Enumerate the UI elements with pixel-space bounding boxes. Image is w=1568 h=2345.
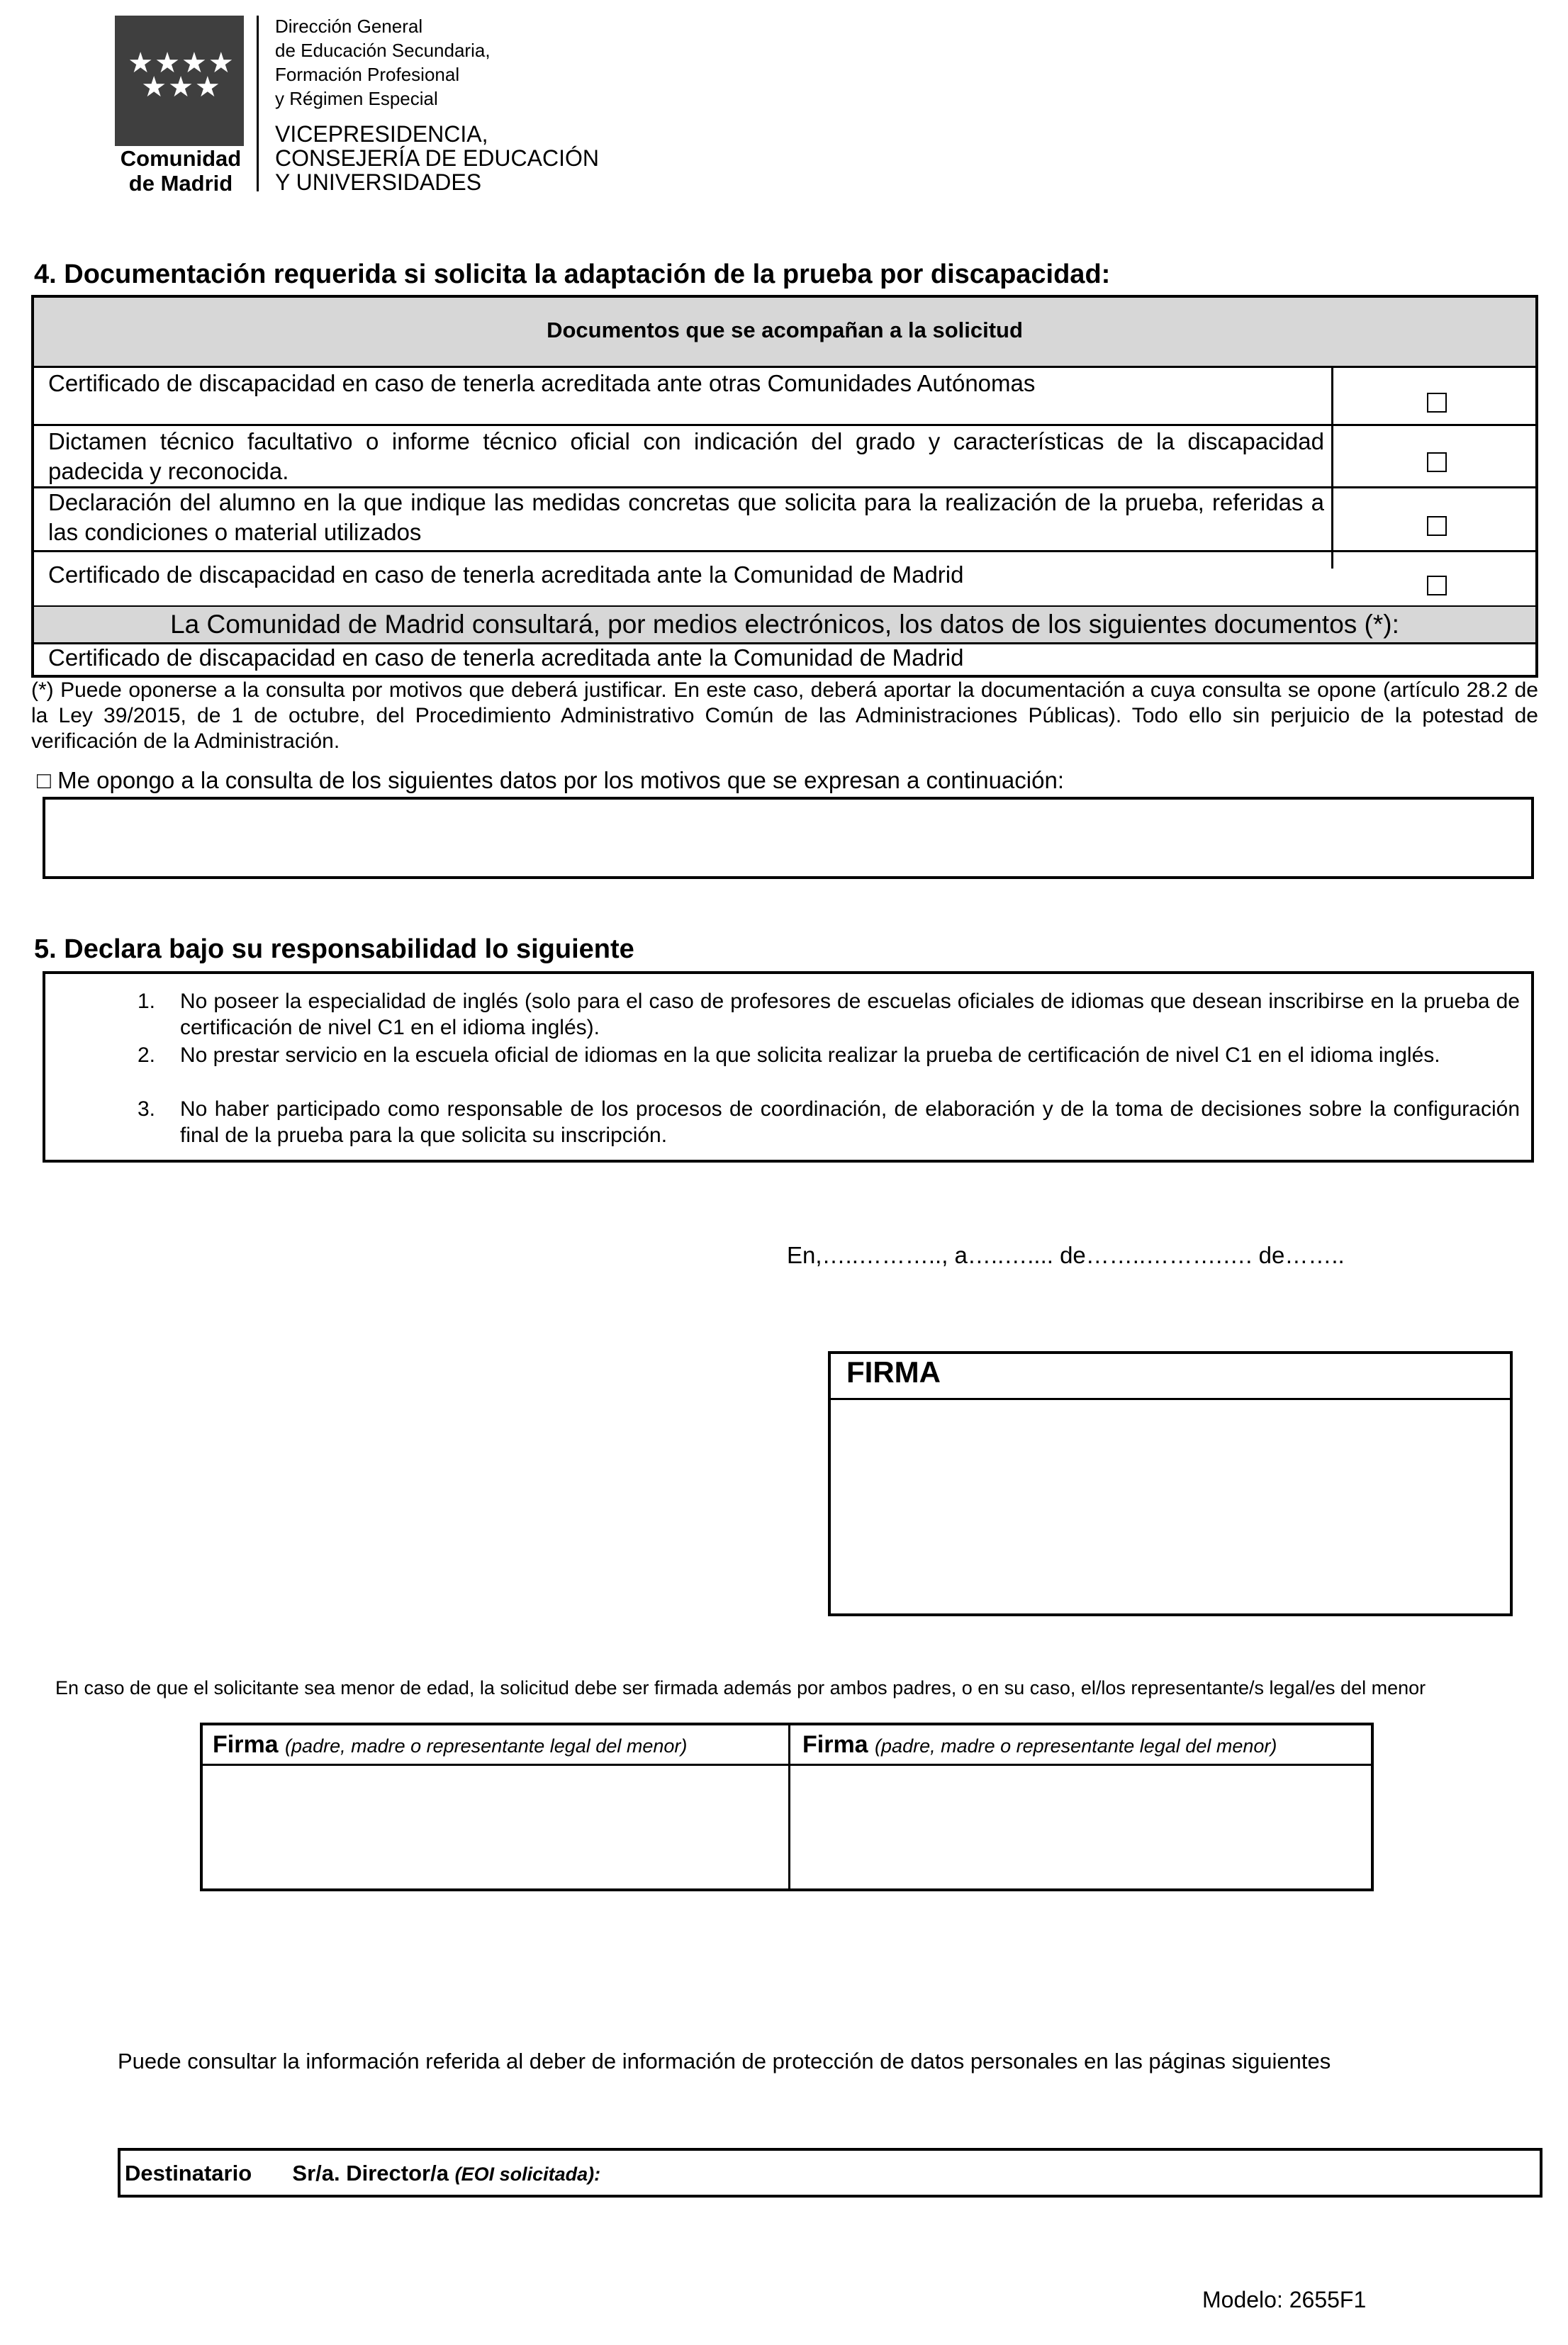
consult-header: La Comunidad de Madrid consultará, por medios electrónicos, los datos de los siguientes documentos (*): [170,610,1399,639]
logo-name-line1: Comunidad [120,146,242,171]
dg-line: y Régimen Especial [275,88,438,109]
data-protection-note: Puede consultar la información referida al deber de información de protección de datos personales en las páginas siguientes [118,2049,1331,2073]
document-2-checkbox[interactable] [1427,452,1447,472]
document-1-checkbox[interactable] [1427,393,1447,413]
parent-signature-2-label [802,1731,1277,1759]
document-row-4: Certificado de discapacidad en caso de tenerla acreditada ante la Comunidad de Madrid [48,561,964,588]
row-divider [34,424,1535,426]
row-divider [34,550,1535,552]
documents-table [31,295,1538,678]
vice-title [275,122,599,194]
parent-label-sub: (padre, madre o representante legal del menor) [285,1735,688,1757]
parents-signature-table [200,1723,1374,1891]
recipient-sub: (EOI solicitada): [454,2164,601,2185]
parent-label-text: Firma [213,1731,279,1758]
vice-line: VICEPRESIDENCIA, [275,121,488,147]
header-divider [257,16,259,191]
recipient-box[interactable] [118,2148,1542,2198]
recipient-label: Destinatario [125,2161,252,2186]
row-divider [34,366,1535,368]
parent-label-sub: (padre, madre o representante legal del menor) [875,1735,1277,1757]
document-row-1: Certificado de discapacidad en caso de tenerla acreditada ante otras Comunidades Autónomas [48,370,1036,396]
document-row-3: Declaración del alumno en la que indique las medidas concretas que solicita para la realización de la prueba, referidas a las condiciones o material utilizados [48,489,1324,545]
section5-title: 5. Declara bajo su responsabilidad lo siguiente [34,934,634,964]
document-3-checkbox[interactable] [1427,516,1447,536]
signature-divider [831,1398,1510,1400]
declaration-number: 2. [138,1043,156,1067]
declaration-number: 3. [138,1097,156,1121]
table-header: Documentos que se acompañan a la solicitud [547,318,1023,342]
declaration-number: 1. [138,990,156,1013]
parent-signature-1-field[interactable] [203,1767,788,1891]
parent-signature-1-label [213,1731,687,1759]
declaration-item: No haber participado como responsable de los procesos de coordinación, de elaboración y de la toma de decisiones sobre la configuración final de la prueba para la que solicita su inscripción. [180,1097,1520,1147]
oppose-reasons-field[interactable] [43,797,1534,879]
dg-line: Dirección General [275,16,423,37]
consult-item: Certificado de discapacidad en caso de tenerla acreditada ante la Comunidad de Madrid [48,644,964,671]
declaration-box [43,971,1534,1163]
recipient-value: Sr/a. Director/a [292,2161,449,2186]
declaration-item: No poseer la especialidad de inglés (solo para el caso de profesores de escuelas oficiales de idiomas que desean inscribirse en la prueba de certificación de nivel C1 en el idioma inglés). [180,990,1520,1039]
parents-header-divider [203,1764,1371,1766]
parent-label-text: Firma [802,1731,868,1758]
checkbox-column-divider [1331,366,1333,569]
vice-line: CONSEJERÍA DE EDUCACIÓN [275,145,599,171]
recipient-text [125,2161,600,2186]
dg-title [275,14,491,111]
signature-box[interactable] [828,1351,1513,1616]
oppose-option[interactable]: □ Me opongo a la consulta de los siguientes datos por los motivos que se expresan a continuación: [37,767,1064,793]
dg-line: Formación Profesional [275,64,460,85]
place-date-line[interactable]: En,…..……….., a…..….... de……..……….…. de…….. [787,1242,1345,1268]
vice-line: Y UNIVERSIDADES [275,169,482,195]
dg-line: de Educación Secundaria, [275,40,491,61]
parents-divider [788,1725,790,1888]
section4-title: 4. Documentación requerida si solicita la adaptación de la prueba por discapacidad: [34,259,1111,289]
opposition-note: (*) Puede oponerse a la consulta por motivos que deberá justificar. En este caso, deberá aportar la documentación a cuya consulta se opone (artículo 28.2 de la Ley 39/2015, de 1 de octubre, del Procedimiento Administrativo Común de las Administraciones Públicas). Todo ello sin perjuicio de la potestad de verificación de la Administración. [31,678,1538,753]
signature-label: FIRMA [846,1355,941,1389]
parent-signature-2-field[interactable] [791,1767,1374,1891]
logo-name-line2: de Madrid [128,171,233,196]
logo-name [113,146,248,196]
document-row-2: Dictamen técnico facultativo o informe técnico oficial con indicación del grado y características de la discapacidad padecida y reconocida. [48,428,1324,484]
document-4-checkbox[interactable] [1427,576,1447,595]
logo-stars-icon: ★★★★ ★★★ [128,47,235,103]
model-number: Modelo: 2655F1 [1202,2287,1367,2312]
declaration-item: No prestar servicio en la escuela oficial de idiomas en la que solicita realizar la prueba de certificación de nivel C1 en el idioma inglés. [180,1043,1440,1067]
minor-note: En caso de que el solicitante sea menor de edad, la solicitud debe ser firmada además por ambos padres, o en su caso, el/los representante/s legal/es del menor [55,1677,1426,1698]
